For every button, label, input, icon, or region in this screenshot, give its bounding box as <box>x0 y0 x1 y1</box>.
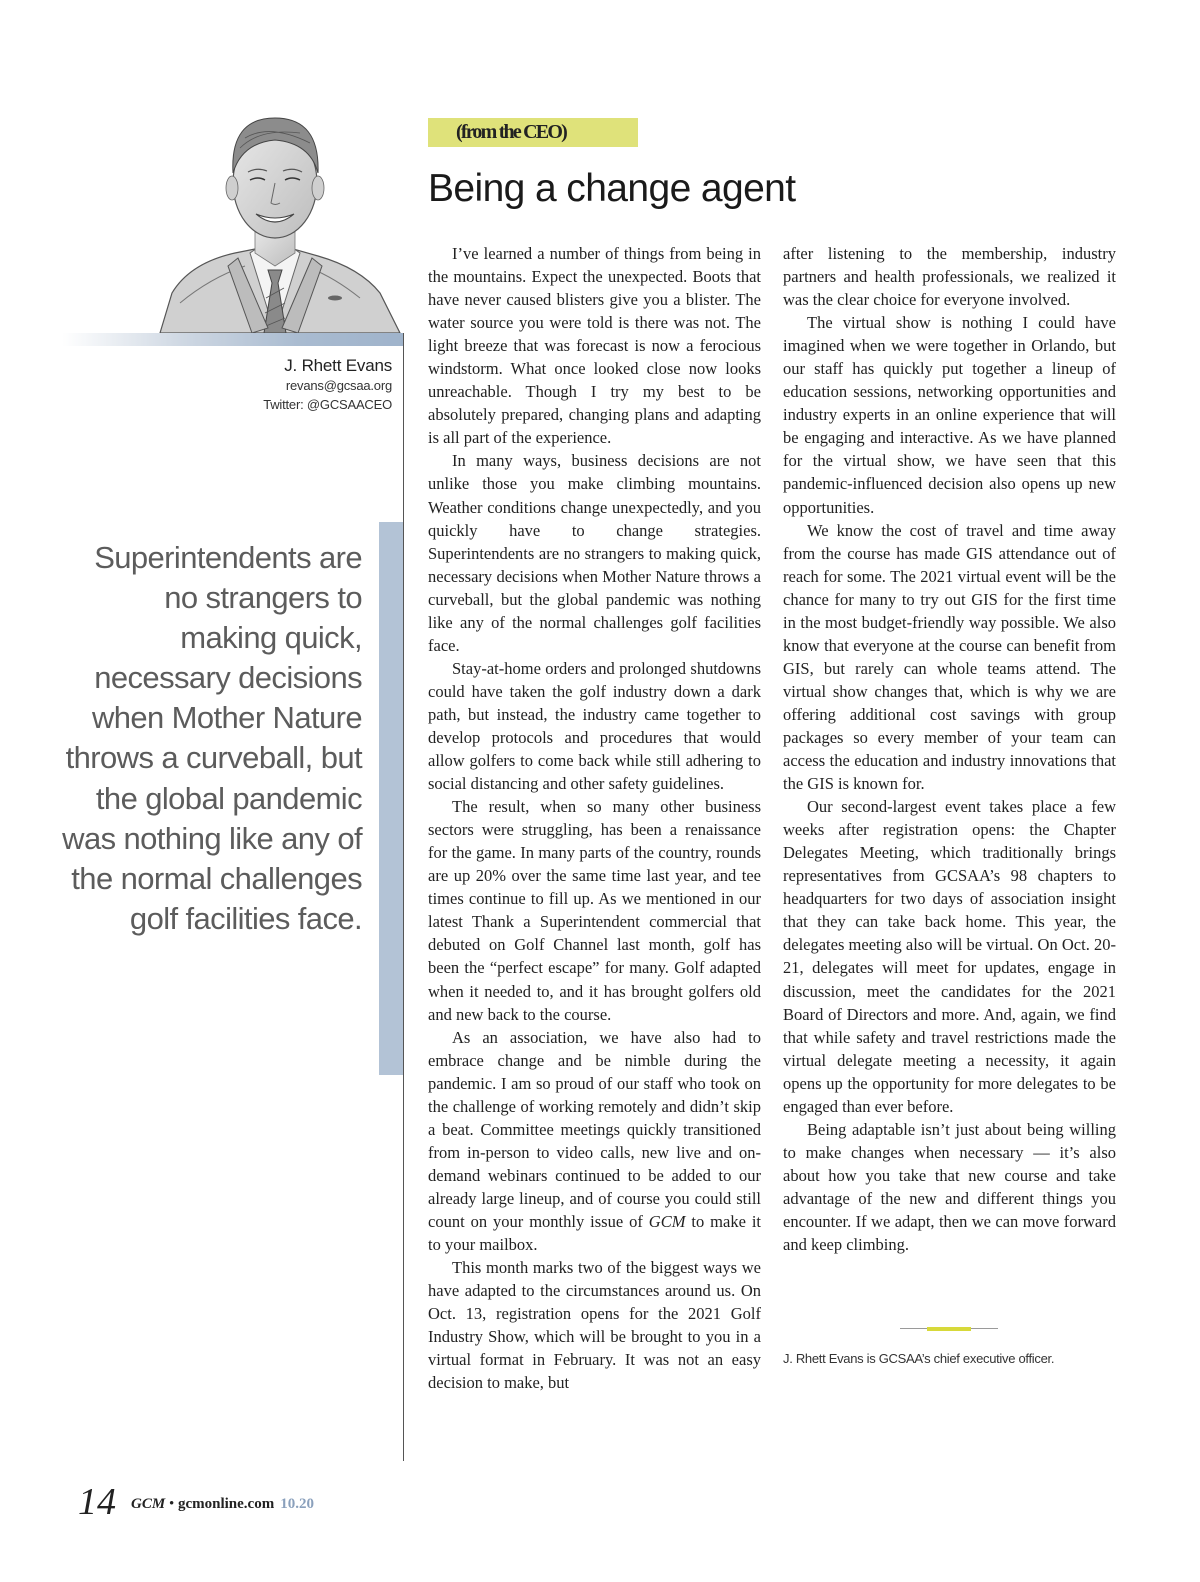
body-paragraph: I’ve learned a number of things from being in the mountains. Expect the unexpected. Boots that have never caused blisters give you a blister. The water source you were told is there was not. The light breeze that was forecast is now a ferocious windstorm. What once looked close now looks unreachable. Though I try my best to be absolutely prepared, changing plans and adapting is all part of the experience. <box>428 244 761 448</box>
publication-title: GCM <box>648 1211 686 1231</box>
author-name: J. Rhett Evans <box>284 356 392 375</box>
body-paragraph: Our second-largest event takes place a few weeks after registration opens: the Chapter Delegates Meeting, which traditionally brings representatives from GCSAA’s 98 chapters to headquarters for two days of association insight that they can take back home. This year, the delegates meeting also will be virtual. On Oct. 20-21, delegates will meet for updates, engage in discussion, meet the candidates for the 2021 Board of Directors and more. And, again, we find that while safety and travel restrictions made the virtual delegate meeting a necessity, it again opens up the opportunity for more delegates to be engaged than ever before. <box>783 797 1116 1116</box>
body-paragraph: The result, when so many other business sectors were struggling, has been a renaissance for the game. In many parts of the country, rounds are up 20% over the same time last year, and tee times continue to fill up. As we mentioned in our latest Thank a Superintendent commercial that debuted on Golf Channel last month, golf has been the “perfect escape” for many. Golf adapted when it needed to, and it has brought golfers old and new back to the course. <box>428 797 761 1024</box>
page-number: 14 <box>78 1481 116 1523</box>
body-paragraph <box>428 1026 761 1256</box>
body-paragraph: The virtual show is nothing I could have imagined when we were together in Orlando, but our staff has quickly put together a lineup of education sessions, networking opportunities and industry experts in an online experience that will be engaging and interactive. As we have planned for the virtual show, we have seen that this pandemic-influenced decision also opens up new opportunities. <box>783 313 1116 517</box>
body-text: As an association, we have also had to embrace change and be nimble during the pandemic. I am so proud of our staff who took on the challenge of working remotely and didn’t skip a beat. Committee meetings quickly transitioned from in-person to video calls, new live and on-demand webinars continued to be added to our already large lineup, and of course you could still count on your monthly issue of <box>428 1027 761 1231</box>
author-portrait <box>150 88 405 333</box>
section-kicker: (from the CEO) <box>428 118 638 147</box>
author-email[interactable]: revans@gcsaa.org <box>285 378 392 393</box>
body-paragraph: In many ways, business decisions are not unlike those you make climbing mountains. Weather conditions change unexpectedly, and you quickly have to change strategies. Superintendents are no strangers to making quick, necessary decisions when Mother Nature throws a curveball, but the global pandemic was nothing like any of the normal challenges golf facilities face. <box>428 451 761 655</box>
header-gradient-rule <box>62 333 404 346</box>
end-mark-accent <box>927 1327 971 1331</box>
body-paragraph: We know the cost of travel and time away from the course has made GIS attendance out of reach for some. The 2021 virtual event will be the chance for many to try out GIS for the first time in the most budget-friendly way possible. We also know that everyone at the course can benefit from GIS, but rarely can whole teams attend. The virtual show changes that, which is why we are offering additional cost savings with group packages so every member of your team can access the education and industry innovations that the GIS is known for. <box>783 520 1116 794</box>
column-divider <box>403 333 404 1461</box>
end-mark-rule <box>900 1327 998 1331</box>
footer-bullet: • <box>165 1496 178 1512</box>
footer-website[interactable]: gcmonline.com <box>177 1496 275 1512</box>
pull-quote: Superintendents are no strangers to making quick, necessary decisions when Mother Nature throws a curveball, but the global pandemic was nothing like any of the normal challenges golf facilities face. <box>62 540 362 936</box>
body-column-1 <box>428 242 761 1394</box>
author-bio: J. Rhett Evans is GCSAA’s chief executive officer. <box>783 1351 1055 1366</box>
body-paragraph: This month marks two of the biggest ways we have adapted to the circumstances around us. On Oct. 13, registration opens for the 2021 Golf Industry Show, which will be brought to you in a virtual format in February. It was not an easy decision to make, but <box>428 1258 761 1393</box>
footer-issue: 10.20 <box>280 1496 314 1512</box>
author-block <box>263 356 392 414</box>
body-paragraph-continued: after listening to the membership, industry partners and health professionals, we realized it was the clear choice for everyone involved. <box>783 244 1116 310</box>
article-headline: Being a change agent <box>428 167 796 210</box>
body-column-2 <box>783 242 1116 1256</box>
author-twitter[interactable]: Twitter: @GCSAACEO <box>263 397 392 412</box>
body-paragraph: Being adaptable isn’t just about being willing to make changes when necessary — it’s also about how you take that new course and take advantage of the new and different things you encounter. If we adapt, then we can move forward and keep climbing. <box>783 1119 1116 1255</box>
body-text: to make it to your mailbox. <box>428 1211 761 1255</box>
footer-line <box>131 1494 314 1514</box>
pull-quote-accent-bar <box>379 522 403 1075</box>
footer-publication: GCM <box>131 1496 166 1512</box>
body-paragraph: Stay-at-home orders and prolonged shutdowns could have taken the golf industry down a dark path, but instead, the industry came together to develop protocols and procedures that would allow golfers to come back while still adhering to social distancing and other safety guidelines. <box>428 658 761 794</box>
